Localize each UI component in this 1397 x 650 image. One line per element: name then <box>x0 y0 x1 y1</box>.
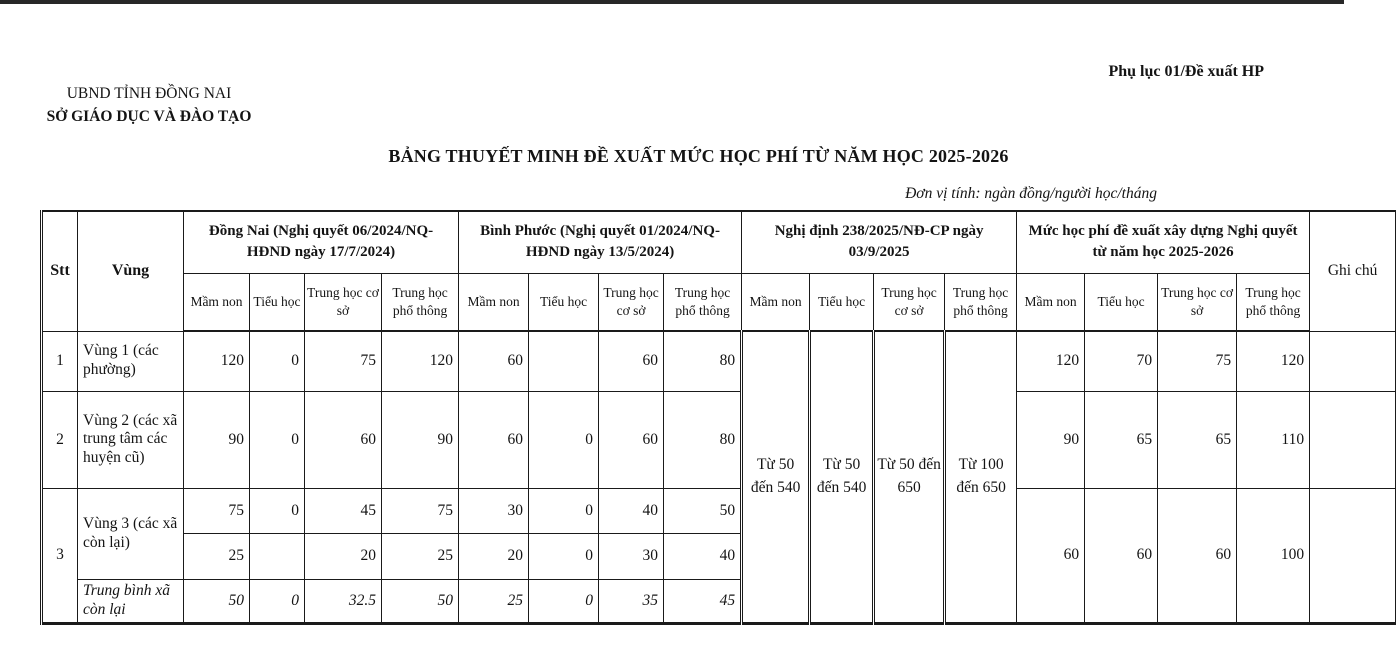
group-header-dong-nai: Đồng Nai (Nghị quyết 06/2024/NQ-HĐND ngày 17/7/2024) <box>184 211 459 273</box>
col-header-stt: Stt <box>42 211 78 331</box>
group-header-binh-phuoc: Bình Phước (Nghị quyết 01/2024/NQ-HĐND ngày 13/5/2024) <box>459 211 742 273</box>
cell-value: 90 <box>184 391 250 488</box>
cell-stt: 3 <box>42 488 78 623</box>
cell-value: 60 <box>599 331 664 391</box>
cell-nd-range-tieu-hoc: Từ 50 đến 540 <box>810 331 874 623</box>
cell-value: 75 <box>184 488 250 533</box>
table-row-vung-3-upper <box>42 488 1397 533</box>
cell-value: 25 <box>459 579 529 623</box>
subcol-bp-tieu-hoc: Tiểu học <box>529 273 599 331</box>
group-header-nghi-dinh: Nghị định 238/2025/NĐ-CP ngày 03/9/2025 <box>742 211 1017 273</box>
subcol-nd-tieu-hoc: Tiểu học <box>810 273 874 331</box>
subcol-nd-mam-non: Mầm non <box>742 273 810 331</box>
cell-nd-range-thpt: Từ 100 đến 650 <box>945 331 1017 623</box>
col-header-vung: Vùng <box>78 211 184 331</box>
cell-value: 40 <box>664 533 742 579</box>
unit-note: Đơn vị tính: ngàn đồng/người học/tháng <box>905 185 1157 202</box>
cell-value: 80 <box>664 331 742 391</box>
cell-value: 0 <box>250 331 305 391</box>
cell-value: 70 <box>1085 331 1158 391</box>
cell-value <box>529 331 599 391</box>
cell-value <box>250 533 305 579</box>
cell-stt: 2 <box>42 391 78 488</box>
cell-value: 90 <box>382 391 459 488</box>
cell-value: 75 <box>1158 331 1237 391</box>
subcol-dn-thpt: Trung học phổ thông <box>382 273 459 331</box>
subcol-nd-thpt: Trung học phổ thông <box>945 273 1017 331</box>
cell-value: 0 <box>529 533 599 579</box>
cell-value: 0 <box>529 579 599 623</box>
subcol-bp-thcs: Trung học cơ sở <box>599 273 664 331</box>
cell-value: 80 <box>664 391 742 488</box>
cell-value: 0 <box>529 488 599 533</box>
subcol-bp-mam-non: Mầm non <box>459 273 529 331</box>
cell-value: 75 <box>305 331 382 391</box>
cell-value: 25 <box>184 533 250 579</box>
cell-value: 0 <box>250 488 305 533</box>
cell-value: 0 <box>250 391 305 488</box>
cell-value: 120 <box>1017 331 1085 391</box>
appendix-label: Phụ lục 01/Đề xuất HP <box>1108 63 1264 80</box>
subcol-dn-thcs: Trung học cơ sở <box>305 273 382 331</box>
cell-value: 50 <box>382 579 459 623</box>
subcol-dn-mam-non: Mầm non <box>184 273 250 331</box>
cell-value: 50 <box>184 579 250 623</box>
cell-value: 110 <box>1237 391 1310 488</box>
cell-value: 65 <box>1085 391 1158 488</box>
cell-value: 45 <box>305 488 382 533</box>
subcol-dx-thcs: Trung học cơ sở <box>1158 273 1237 331</box>
cell-note <box>1310 331 1397 391</box>
col-header-ghi-chu: Ghi chú <box>1310 211 1397 331</box>
subcol-dx-tieu-hoc: Tiểu học <box>1085 273 1158 331</box>
org-department: SỞ GIÁO DỤC VÀ ĐÀO TẠO <box>46 108 252 126</box>
cell-value: 32.5 <box>305 579 382 623</box>
cell-region: Vùng 1 (các phường) <box>78 331 184 391</box>
cell-nd-range-thcs: Từ 50 đến 650 <box>874 331 945 623</box>
table-row-vung-2 <box>42 391 1397 488</box>
cell-value: 0 <box>529 391 599 488</box>
subcol-dx-mam-non: Mầm non <box>1017 273 1085 331</box>
cell-note <box>1310 488 1397 623</box>
cell-region: Vùng 3 (các xã còn lại) <box>78 488 184 579</box>
org-name: UBND TỈNH ĐỒNG NAI <box>66 85 232 102</box>
cell-value: 0 <box>250 579 305 623</box>
cell-value: 120 <box>1237 331 1310 391</box>
cell-value: 60 <box>1085 488 1158 623</box>
cell-value: 50 <box>664 488 742 533</box>
subcol-dx-thpt: Trung học phổ thông <box>1237 273 1310 331</box>
document-title: BẢNG THUYẾT MINH ĐỀ XUẤT MỨC HỌC PHÍ TỪ NĂM HỌC 2025-2026 <box>388 146 1009 166</box>
cell-note <box>1310 391 1397 488</box>
subcol-nd-thcs: Trung học cơ sở <box>874 273 945 331</box>
cell-value: 30 <box>459 488 529 533</box>
cell-value: 45 <box>664 579 742 623</box>
cell-value: 30 <box>599 533 664 579</box>
cell-value: 60 <box>599 391 664 488</box>
cell-value: 60 <box>459 391 529 488</box>
subcol-dn-tieu-hoc: Tiểu học <box>250 273 305 331</box>
scan-top-edge <box>0 0 1344 4</box>
cell-nd-range-mam-non: Từ 50 đến 540 <box>742 331 810 623</box>
cell-value: 20 <box>459 533 529 579</box>
cell-value: 25 <box>382 533 459 579</box>
cell-value: 20 <box>305 533 382 579</box>
cell-region: Trung bình xã còn lại <box>78 579 184 623</box>
cell-value: 40 <box>599 488 664 533</box>
cell-value: 65 <box>1158 391 1237 488</box>
table-row-vung-1 <box>42 331 1397 391</box>
cell-value: 60 <box>459 331 529 391</box>
cell-value: 120 <box>184 331 250 391</box>
cell-value: 60 <box>1017 488 1085 623</box>
cell-stt: 1 <box>42 331 78 391</box>
cell-value: 90 <box>1017 391 1085 488</box>
cell-value: 60 <box>1158 488 1237 623</box>
tuition-proposal-table <box>40 210 1397 625</box>
cell-value: 120 <box>382 331 459 391</box>
subcol-bp-thpt: Trung học phổ thông <box>664 273 742 331</box>
cell-value: 100 <box>1237 488 1310 623</box>
group-header-de-xuat: Mức học phí đề xuất xây dựng Nghị quyết từ năm học 2025-2026 <box>1017 211 1310 273</box>
cell-region: Vùng 2 (các xã trung tâm các huyện cũ) <box>78 391 184 488</box>
cell-value: 75 <box>382 488 459 533</box>
cell-value: 60 <box>305 391 382 488</box>
org-header <box>36 82 262 129</box>
cell-value: 35 <box>599 579 664 623</box>
